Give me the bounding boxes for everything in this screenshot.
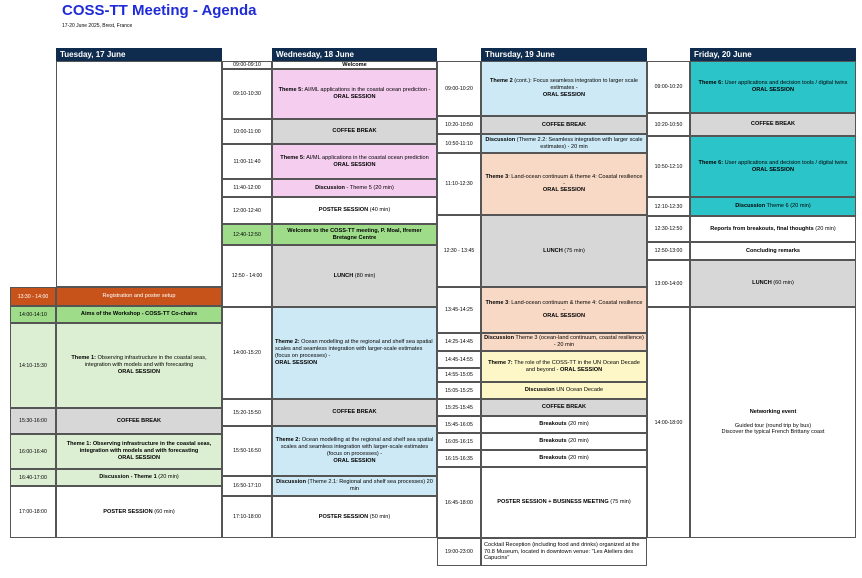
friday-e8-title: Networking event: [749, 408, 797, 415]
wednesday-time-1: 09:00-09:10: [222, 61, 272, 69]
thursday-e10-title: Discussion: [524, 387, 555, 393]
thursday-e4-theme: Theme 3: [485, 173, 509, 180]
tuesday-time-2: 14:00-14:10: [10, 306, 56, 323]
thursday-e4-desc: : Land-ocean continuum & theme 4: Coastal resilience -: [508, 173, 643, 187]
wednesday-event-poster-2: [272, 496, 437, 538]
wednesday-time-8: 12:50 - 14:00: [222, 245, 272, 307]
thursday-time-10: 15:05-15:25: [437, 382, 481, 399]
wednesday-time-4: 11:00-11:40: [222, 144, 272, 179]
thursday-time-3: 10:50-11:10: [437, 134, 481, 153]
friday-e5-title: Reports from breakouts, final thoughts: [710, 225, 814, 232]
wednesday-e6-title: POSTER SESSION: [318, 207, 369, 213]
thursday-time-5: 12:30 - 13:45: [437, 215, 481, 287]
friday-event-theme6-oral-2: [690, 136, 856, 197]
header-tuesday: Tuesday, 17 June: [56, 48, 222, 61]
thursday-event-theme2-cont: [481, 61, 647, 116]
friday-time-6: 12:50-13:00: [647, 242, 690, 260]
thursday-time-16: 19:00-23:00: [437, 538, 481, 566]
tuesday-e3-theme: Theme 1:: [71, 355, 96, 362]
wednesday-event-theme5-oral: [272, 69, 437, 119]
friday-e7-dur: (60 min): [771, 280, 794, 286]
tuesday-time-7: 17:00-18:00: [10, 486, 56, 538]
tuesday-time-5: 16:00-16:40: [10, 434, 56, 469]
page-title: COSS-TT Meeting - Agenda: [62, 2, 257, 19]
friday-e1-desc: User applications and decision tools / digital twins: [723, 80, 848, 87]
wednesday-time-3: 10:00-11:00: [222, 119, 272, 144]
tuesday-time-3: 14:10-15:30: [10, 323, 56, 408]
thursday-event-discussion-2: [481, 333, 647, 351]
thursday-event-coffee: COFFEE BREAK: [481, 116, 647, 134]
tuesday-event-poster: [56, 486, 222, 538]
tuesday-e6-title: Discussion - Theme 1: [99, 474, 157, 480]
thursday-e14-title: Breakouts: [539, 455, 567, 461]
friday-time-3: 10:50-12:10: [647, 136, 690, 197]
friday-time-2: 10:20-10:50: [647, 113, 690, 136]
friday-e8-line2: Discover the typical French Brittany coast: [721, 429, 825, 436]
thursday-time-1: 09:00-10:20: [437, 61, 481, 116]
thursday-event-breakouts-2: [481, 433, 647, 450]
thursday-e6-theme: Theme 3: [485, 299, 509, 306]
wednesday-event-theme2-oral-2: [272, 426, 437, 476]
thursday-time-13: 16:05-16:15: [437, 433, 481, 450]
wednesday-e9-session: ORAL SESSION: [275, 359, 318, 366]
wednesday-event-discussion: [272, 179, 437, 197]
friday-time-4: 12:10-12:30: [647, 197, 690, 216]
thursday-e13-title: Breakouts: [539, 438, 567, 444]
thursday-e14-dur: (20 min): [566, 455, 589, 461]
friday-event-lunch: [690, 260, 856, 307]
thursday-time-14: 16:15-16:35: [437, 450, 481, 467]
thursday-e4-session: ORAL SESSION: [542, 187, 586, 194]
wednesday-e13-dur: (50 min): [368, 513, 391, 520]
wednesday-e4-desc: AI/ML applications in the coastal ocean prediction: [304, 154, 429, 161]
thursday-e12-dur: (20 min): [566, 421, 589, 427]
thursday-e5-dur: (75 min): [562, 247, 585, 254]
thursday-e8-theme: Theme 7:: [488, 359, 513, 366]
wednesday-time-6: 12:00-12:40: [222, 197, 272, 224]
friday-time-1: 09:00-10:20: [647, 61, 690, 113]
wednesday-event-lunch: [272, 245, 437, 307]
wednesday-event-theme5-oral-2: [272, 144, 437, 179]
thursday-time-4: 11:10-12:30: [437, 153, 481, 215]
friday-event-networking: [690, 307, 856, 538]
page-subtitle: 17-20 June 2025, Brest, France: [62, 23, 133, 29]
tuesday-empty-morning: [56, 61, 222, 287]
tuesday-event-aims: Aims of the Workshop - COSS-TT Co-chairs: [56, 306, 222, 323]
wednesday-event-poster: [272, 197, 437, 224]
wednesday-e2-session: ORAL SESSION: [333, 94, 376, 100]
thursday-time-6: 13:45-14:25: [437, 287, 481, 333]
wednesday-e4-theme: Theme 5:: [280, 154, 305, 161]
friday-event-concluding: Concluding remarks: [690, 242, 856, 260]
thursday-event-cocktail: Cocktail Reception (including food and drinks) organized at the 70.8 Museum, located in downtown venue: "Les Ateliers des Capucins": [481, 538, 647, 566]
friday-e3-theme: Theme 6:: [698, 159, 724, 166]
wednesday-time-7: 12:40-12:50: [222, 224, 272, 245]
thursday-event-breakouts-3: [481, 450, 647, 467]
thursday-e6-session: ORAL SESSION: [542, 313, 586, 320]
wednesday-e8-title: LUNCH: [333, 272, 354, 279]
friday-e4-title: Discussion: [735, 203, 766, 209]
wednesday-e13-title: POSTER SESSION: [318, 513, 369, 520]
tuesday-event-discussion: [56, 469, 222, 486]
thursday-time-11: 15:25-15:45: [437, 399, 481, 416]
wednesday-e2-desc: AI/ML applications in the coastal ocean prediction -: [303, 87, 431, 94]
tuesday-event-coffee: COFFEE BREAK: [56, 408, 222, 434]
wednesday-event-theme2-oral: [272, 307, 437, 399]
thursday-event-theme7-oral: [481, 351, 647, 382]
thursday-time-2: 10:20-10:50: [437, 116, 481, 134]
thursday-e1-theme: Theme 2: [490, 78, 513, 85]
wednesday-e4-session: ORAL SESSION: [333, 161, 376, 168]
wednesday-e2-theme: Theme 5:: [278, 87, 304, 94]
friday-event-reports: [690, 216, 856, 242]
thursday-e1-desc: (cont.): Focus seamless integration to larger scale estimates -: [512, 78, 638, 91]
thursday-e10-desc: UN Ocean Decade: [554, 387, 604, 393]
thursday-e3-desc: (Theme 2.2: Seamless integration with larger scale estimates) - 20 min: [515, 136, 643, 150]
friday-e5-dur: (20 min): [813, 225, 836, 232]
thursday-e15-dur: (75 min): [608, 499, 631, 505]
wednesday-e11-theme: Theme 2:: [275, 437, 301, 444]
tuesday-time-1: 13:30 - 14:00: [10, 287, 56, 306]
thursday-time-7: 14:25-14:45: [437, 333, 481, 351]
header-thursday: Thursday, 19 June: [481, 48, 647, 61]
friday-e7-title: LUNCH: [752, 280, 772, 286]
thursday-event-theme3-oral: [481, 153, 647, 215]
tuesday-e5-desc: Theme 1: Observing infrastructure in the coastal seas, integration with models and with forecasting: [66, 441, 212, 454]
thursday-time-8: 14:45-14:55: [437, 351, 481, 368]
wednesday-time-11: 15:50-16:50: [222, 426, 272, 476]
friday-e4-desc: Theme 6 (20 min): [765, 203, 811, 209]
thursday-e7-title: Discussion: [484, 335, 514, 342]
thursday-e12-title: Breakouts: [539, 421, 567, 427]
thursday-e13-dur: (20 min): [566, 438, 589, 444]
wednesday-event-welcome: Welcome: [272, 61, 437, 69]
wednesday-time-12: 16:50-17:10: [222, 476, 272, 496]
wednesday-event-welcome-moal: Welcome to the COSS-TT meeting, P. Moal, Ifremer Bretagne Centre: [272, 224, 437, 245]
tuesday-event-theme1-oral-2: [56, 434, 222, 469]
friday-e3-session: ORAL SESSION: [751, 166, 795, 173]
thursday-e5-title: LUNCH: [543, 247, 563, 254]
thursday-event-lunch: [481, 215, 647, 287]
wednesday-e11-session: ORAL SESSION: [333, 457, 376, 464]
wednesday-e9-desc: Ocean modelling at the regional and shelf sea spatial scales and seamless integration with larger-scale estimates (focus on processes) -: [275, 339, 433, 359]
wednesday-event-coffee-2: COFFEE BREAK: [272, 399, 437, 426]
wednesday-e11-desc: Ocean modelling at the regional and shelf sea spatial scales and seamless integration with larger-scale estimates (focus on processes) -: [280, 437, 434, 457]
thursday-time-9: 14:55-15:05: [437, 368, 481, 382]
tuesday-e5-session: ORAL SESSION: [117, 454, 161, 461]
header-friday: Friday, 20 June: [690, 48, 856, 61]
tuesday-time-4: 15:30-16:00: [10, 408, 56, 434]
friday-event-discussion: [690, 197, 856, 216]
tuesday-time-6: 16:40-17:00: [10, 469, 56, 486]
thursday-time-12: 15:45-16:05: [437, 416, 481, 433]
wednesday-time-2: 09:10-10:30: [222, 69, 272, 119]
friday-e8-line1: Guided tour (round trip by bus): [734, 422, 812, 429]
thursday-e8-desc: The role of the COSS-TT in the UN Ocean Decade and beyond -: [512, 359, 640, 373]
friday-event-coffee: COFFEE BREAK: [690, 113, 856, 136]
friday-event-theme6-oral: [690, 61, 856, 113]
wednesday-e12-desc: (Theme 2.1: Regional and shelf sea processes) 20 min: [305, 479, 433, 492]
friday-time-8: 14:00-18:00: [647, 307, 690, 538]
thursday-event-poster-business: [481, 467, 647, 538]
tuesday-e3-desc: Observing infrastructure in the coastal seas, integration with models and with forecasting: [84, 355, 207, 368]
thursday-e15-title: POSTER SESSION + BUSINESS MEETING: [497, 499, 609, 505]
wednesday-time-10: 15:20-15:50: [222, 399, 272, 426]
friday-time-7: 13:00-14:00: [647, 260, 690, 307]
wednesday-time-9: 14:00-15:20: [222, 307, 272, 399]
wednesday-e6-dur: (40 min): [368, 207, 391, 213]
wednesday-e5-title: Discussion: [315, 184, 345, 191]
thursday-e6-desc: : Land-ocean continuum & theme 4: Coastal resilience -: [508, 299, 643, 313]
thursday-e1-session: ORAL SESSION: [542, 91, 586, 98]
wednesday-time-13: 17:10-18:00: [222, 496, 272, 538]
friday-e1-theme: Theme 6:: [698, 80, 724, 87]
wednesday-e5-desc: - Theme 5 (20 min): [344, 184, 394, 191]
thursday-event-coffee-2: COFFEE BREAK: [481, 399, 647, 416]
thursday-e7-desc: Theme 3 (ocean-land continuum, coastal resilience) - 20 min: [513, 335, 644, 348]
tuesday-e7-title: POSTER SESSION: [103, 508, 153, 515]
tuesday-event-registration: Registration and poster setup: [56, 287, 222, 306]
wednesday-event-coffee: COFFEE BREAK: [272, 119, 437, 144]
friday-e1-session: ORAL SESSION: [751, 87, 795, 93]
tuesday-event-theme1-oral: [56, 323, 222, 408]
tuesday-e3-session: ORAL SESSION: [117, 368, 161, 375]
wednesday-e8-dur: (80 min): [353, 272, 376, 279]
wednesday-e9-theme: Theme 2:: [275, 339, 300, 346]
tuesday-e7-dur: (60 min): [152, 508, 175, 515]
tuesday-e6-dur: (20 min): [156, 474, 179, 480]
thursday-event-breakouts-1: [481, 416, 647, 433]
wednesday-event-discussion-2: [272, 476, 437, 496]
wednesday-e12-title: Discussion: [276, 479, 306, 486]
thursday-e8-session: ORAL SESSION: [558, 366, 603, 373]
friday-time-5: 12:30-12:50: [647, 216, 690, 242]
thursday-event-discussion: [481, 134, 647, 153]
friday-e3-desc: User applications and decision tools / digital twins: [723, 159, 848, 166]
thursday-time-15: 16:45-18:00: [437, 467, 481, 538]
wednesday-time-5: 11:40-12:00: [222, 179, 272, 197]
thursday-event-theme3-oral-2: [481, 287, 647, 333]
thursday-event-discussion-decade: [481, 382, 647, 399]
thursday-e3-title: Discussion: [485, 136, 516, 143]
header-wednesday: Wednesday, 18 June: [272, 48, 437, 61]
